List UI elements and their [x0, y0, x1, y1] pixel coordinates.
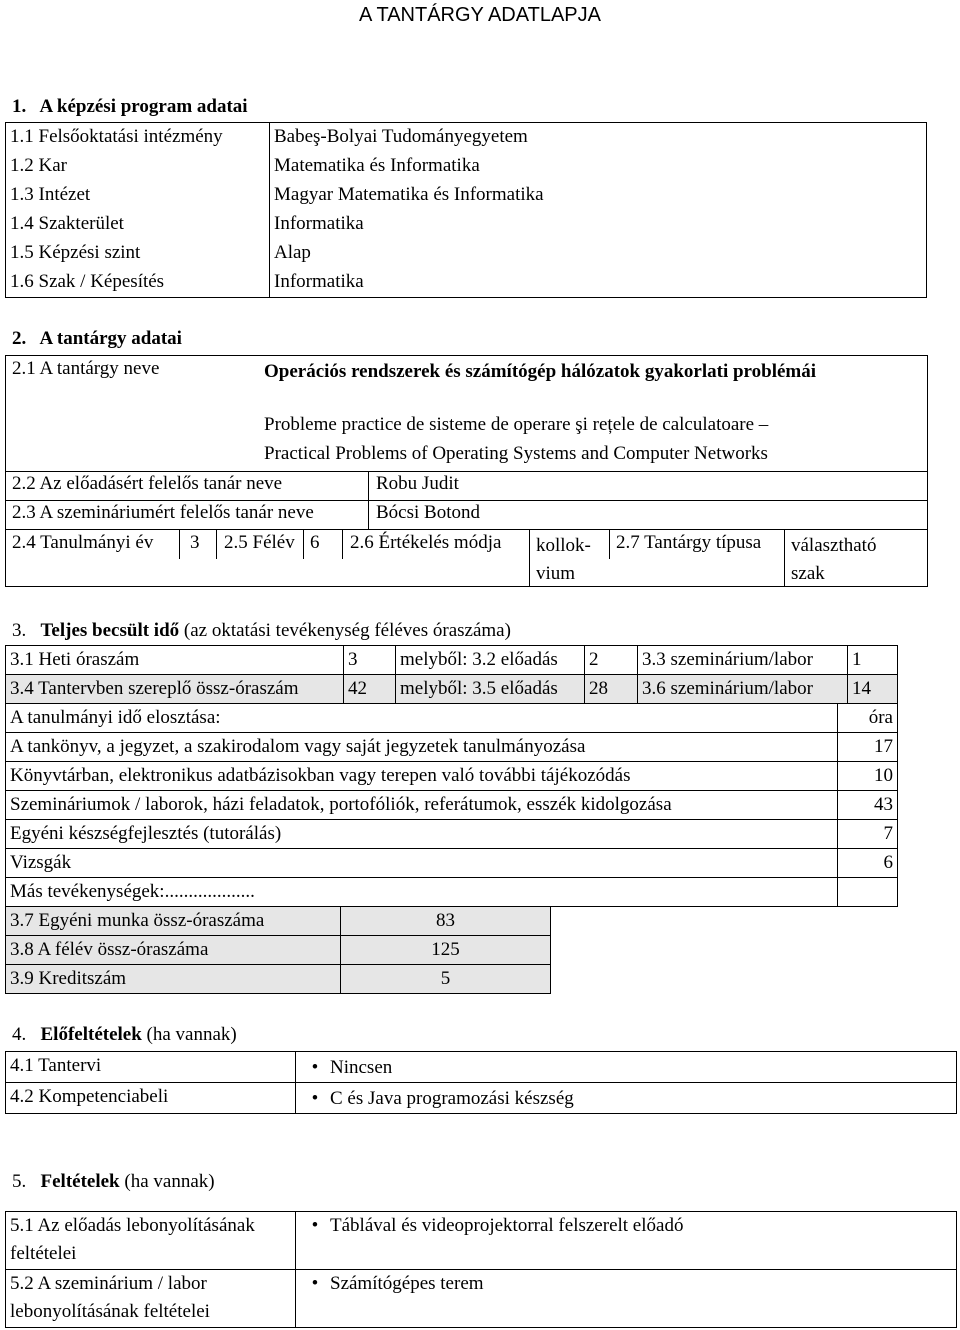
section-5-heading-bold: Feltételek: [40, 1171, 120, 1192]
table-row: [6, 181, 927, 210]
individual-hours-label: 3.7 Egyéni munka össz-óraszáma: [6, 907, 341, 936]
program-value: Magyar Matematika és Informatika: [270, 181, 927, 210]
distribution-label: A tanulmányi idő elosztása:: [6, 704, 838, 733]
activity-label: Könyvtárban, elektronikus adatbázisokban vagy terepen való további tájékozódás: [6, 762, 838, 791]
semester-value: 6: [310, 532, 320, 553]
program-label: 1.5 Képzési szint: [6, 239, 270, 268]
program-value: Alap: [270, 239, 927, 268]
section-5-number: 5.: [12, 1171, 27, 1192]
bullet-icon: •: [311, 1215, 319, 1236]
activity-hours: 17: [838, 733, 898, 762]
semester-hours-value: 125: [341, 936, 551, 965]
lecturer-label: 2.2 Az előadásért felelős tanár neve: [12, 473, 283, 494]
weekly-hours-value: 3: [344, 646, 396, 675]
program-value: Informatika: [270, 210, 927, 239]
course-name-label: 2.1 A tantárgy neve: [12, 358, 160, 379]
course-type-value: választható szak: [791, 535, 877, 584]
seminar-lecturer-name: Bócsi Botond: [376, 502, 480, 523]
condition-cell: [296, 1270, 957, 1328]
seminar-hours: 14: [848, 675, 898, 704]
program-label: 1.6 Szak / Képesítés: [6, 268, 270, 298]
section-4-heading-rest: (ha vannak): [141, 1024, 237, 1045]
prereq-label: 4.2 Kompetenciabeli: [6, 1083, 296, 1114]
prereq-cell: [296, 1052, 957, 1083]
table-row: [6, 268, 927, 298]
section-3-heading-bold: Teljes becsült idő: [40, 620, 180, 641]
course-data-block: [5, 355, 928, 587]
program-value: Matematika és Informatika: [270, 152, 927, 181]
bullet-icon: •: [311, 1088, 319, 1109]
eval-value: kollok-vium: [536, 535, 591, 584]
weekly-hours-label: 3.1 Heti óraszám: [6, 646, 344, 675]
program-value: Babeş-Bolyai Tudományegyetem: [270, 123, 927, 152]
table-row: [6, 849, 898, 878]
table-row: [6, 152, 927, 181]
course-name-hu: Operációs rendszerek és számítógép hálózatok gyakorlati problémái: [264, 361, 817, 382]
table-row: [6, 878, 898, 907]
total-hours-value: 42: [344, 675, 396, 704]
section-3-heading-rest: (az oktatási tevékenység féléves óraszáma): [179, 620, 511, 641]
page-title: A TANTÁRGY ADATLAPJA: [359, 4, 601, 26]
activity-hours: [838, 878, 898, 907]
lecture-hours: 28: [585, 675, 638, 704]
activity-label: Más tevékenységek:...................: [6, 878, 838, 907]
prereq-cell: [296, 1083, 957, 1114]
table-row: [6, 791, 898, 820]
section-4-heading: [12, 1024, 237, 1046]
activity-label: A tankönyv, a jegyzet, a szakirodalom vagy saját jegyzetek tanulmányozása: [6, 733, 838, 762]
conditions-table: [5, 1211, 957, 1328]
course-name-en: Practical Problems of Operating Systems and Computer Networks: [264, 443, 768, 464]
prereq-value: Nincsen: [330, 1057, 393, 1078]
prereq-label: 4.1 Tantervi: [6, 1052, 296, 1083]
section-2-heading: 2. A tantárgy adatai: [12, 328, 182, 349]
seminar-lecturer-label: 2.3 A szemináriumért felelős tanár neve: [12, 502, 314, 523]
section-3-number: 3.: [12, 620, 27, 641]
program-label: 1.3 Intézet: [6, 181, 270, 210]
activity-hours: 43: [838, 791, 898, 820]
activity-label: Vizsgák: [6, 849, 838, 878]
table-row: [6, 210, 927, 239]
condition-label: 5.2 A szeminárium / labor lebonyolításának feltételei: [6, 1270, 296, 1328]
lecture-label: melyből: 3.5 előadás: [396, 675, 585, 704]
totals-table: [5, 906, 551, 994]
seminar-hours: 1: [848, 646, 898, 675]
table-row: [6, 1212, 957, 1270]
seminar-label: 3.6 szeminárium/labor: [638, 675, 848, 704]
section-5-heading: [12, 1171, 215, 1193]
seminar-label: 3.3 szeminárium/labor: [638, 646, 848, 675]
total-hours-label: 3.4 Tantervben szereplő össz-óraszám: [6, 675, 344, 704]
credits-label: 3.9 Kreditszám: [6, 965, 341, 994]
section-4-heading-bold: Előfeltételek: [40, 1024, 142, 1045]
table-row: [6, 907, 551, 936]
prereq-value: C és Java programozási készség: [330, 1088, 574, 1109]
table-row: [6, 239, 927, 268]
section-5-heading-rest: (ha vannak): [119, 1171, 215, 1192]
eval-label: 2.6 Értékelés módja: [350, 532, 502, 553]
credits-value: 5: [341, 965, 551, 994]
prerequisites-table: [5, 1051, 957, 1114]
year-label: 2.4 Tanulmányi év: [12, 532, 154, 553]
activity-hours: 7: [838, 820, 898, 849]
program-value: Informatika: [270, 268, 927, 298]
table-row: [6, 965, 551, 994]
lecture-hours: 2: [585, 646, 638, 675]
activity-hours: 6: [838, 849, 898, 878]
table-row: [6, 675, 898, 704]
program-label: 1.4 Szakterület: [6, 210, 270, 239]
condition-label: 5.1 Az előadás lebonyolításának feltételei: [6, 1212, 296, 1270]
lecture-label: melyből: 3.2 előadás: [396, 646, 585, 675]
table-row: [6, 762, 898, 791]
table-row: [6, 1083, 957, 1114]
bullet-icon: •: [311, 1273, 319, 1294]
course-name-ro: Probleme practice de sisteme de operare şi rețele de calculatoare –: [264, 414, 769, 435]
table-row: [6, 646, 898, 675]
section-3-heading: [12, 620, 511, 642]
table-row: [6, 704, 898, 733]
condition-cell: [296, 1212, 957, 1270]
program-label: 1.2 Kar: [6, 152, 270, 181]
lecturer-name: Robu Judit: [376, 473, 459, 494]
individual-hours-value: 83: [341, 907, 551, 936]
activity-label: Szemináriumok / laborok, házi feladatok, portofóliók, referátumok, esszék kidolgozása: [6, 791, 838, 820]
semester-label: 2.5 Félév: [224, 532, 295, 553]
time-distribution-table: [5, 703, 898, 907]
table-row: [6, 733, 898, 762]
table-row: [6, 1270, 957, 1328]
activity-hours: 10: [838, 762, 898, 791]
condition-value: Táblával és videoprojektorral felszerelt előadó: [330, 1215, 684, 1236]
semester-hours-label: 3.8 A félév össz-óraszáma: [6, 936, 341, 965]
section-1-heading: 1. A képzési program adatai: [12, 96, 248, 117]
distribution-unit: óra: [838, 704, 898, 733]
table-row: [6, 123, 927, 152]
activity-label: Egyéni készségfejlesztés (tutorálás): [6, 820, 838, 849]
table-row: [6, 820, 898, 849]
section-4-number: 4.: [12, 1024, 27, 1045]
bullet-icon: •: [311, 1057, 319, 1078]
table-row: [6, 1052, 957, 1083]
condition-value: Számítógépes terem: [330, 1273, 484, 1294]
year-value: 3: [190, 532, 200, 553]
table-row: [6, 936, 551, 965]
program-data-table: [5, 122, 927, 298]
course-type-label: 2.7 Tantárgy típusa: [616, 532, 762, 553]
hours-table: [5, 645, 898, 704]
program-label: 1.1 Felsőoktatási intézmény: [6, 123, 270, 152]
